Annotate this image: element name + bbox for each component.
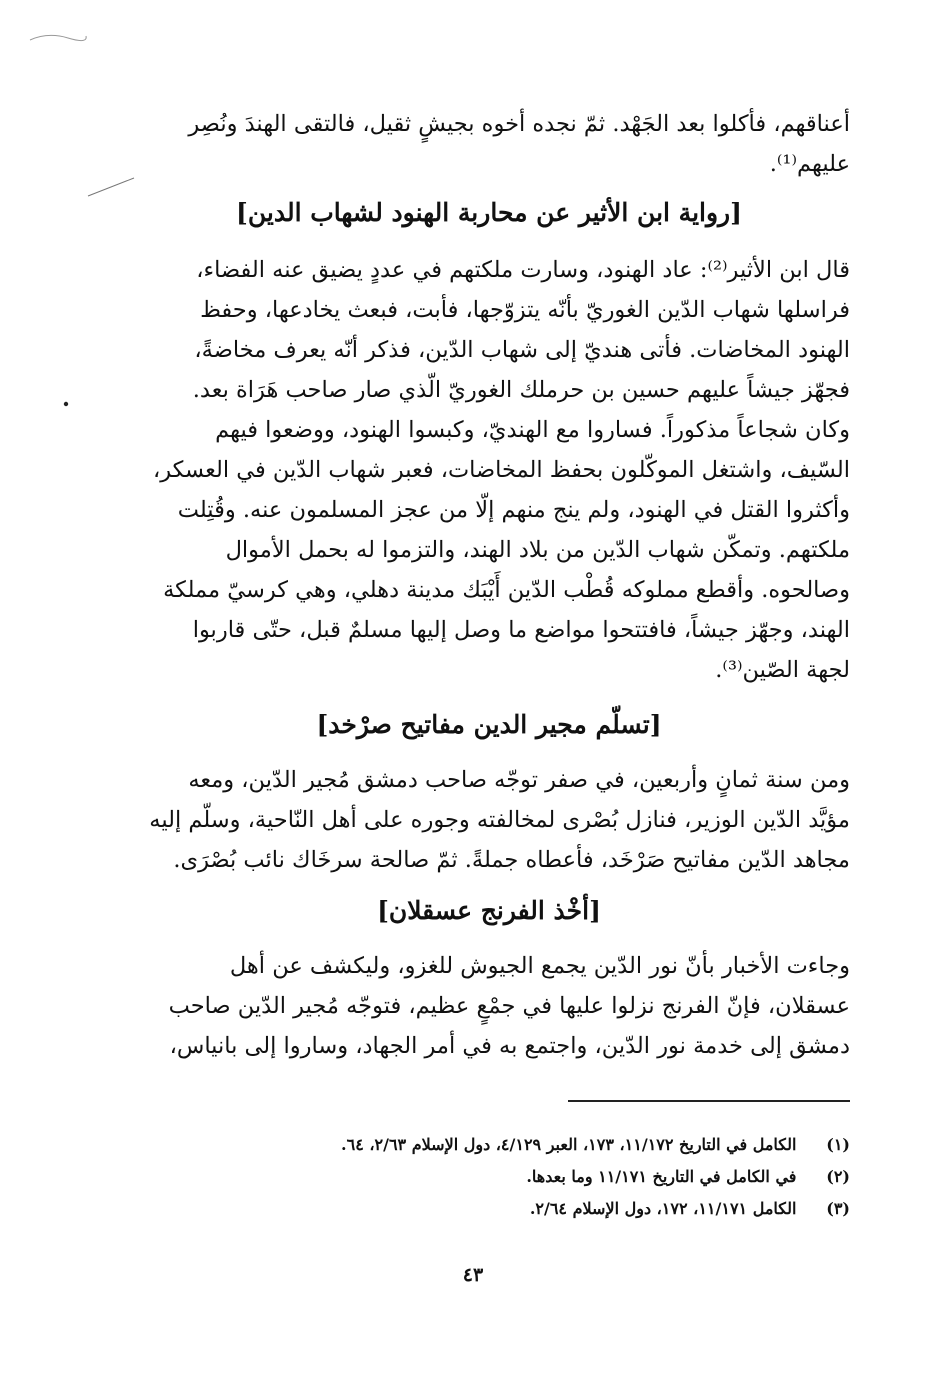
footnote-3 xyxy=(128,1194,850,1224)
section-heading-mujir-al-din: [تسلّم مجير الدين مفاتيح صرْخد] xyxy=(316,710,662,739)
text-line: الهنود المخاضات. فأتى هنديّ إلى شهاب الدّين، فذكر أنّه يعرف مخاضةً، xyxy=(194,337,850,363)
scan-artifact-dot xyxy=(62,400,70,408)
text-line: وكان شجاعاً مذكوراً. فساروا مع الهنديّ، وكبسوا الهنود، ووضعوا فيهم xyxy=(215,417,850,443)
text-line: عسقلان، فإنّ الفرنج نزلوا عليها في جمْعٍ عظيم، فتوجّه مُجير الدّين صاحب xyxy=(168,993,850,1019)
text-line: الهند، وجهّز جيشاً، فافتتحوا مواضع ما وصل إليها مسلمٌ قبل، حتّى قاربوا xyxy=(192,617,850,643)
text-line: مؤيَّد الدّين الوزير، فنازل بُصْرى لمخالفته وجوره على أهل النّاحية، وسلّم إليه xyxy=(149,807,850,833)
text-line: وصالحوه. وأقطع مملوكه قُطْب الدّين أَيْبَك مدينة دهلي، وهي كرسيّ مملكة xyxy=(163,577,850,603)
text-line: ملكتهم. وتمكّن شهاب الدّين من بلاد الهند، والتزموا له بحمل الأموال xyxy=(225,537,850,563)
footnote-text: الكامل ١١/١٧١، ١٧٢، دول الإسلام ٢/٦٤. xyxy=(529,1199,797,1218)
footnote-1 xyxy=(128,1130,850,1160)
text-line: ومن سنة ثمانٍ وأربعين، في صفر توجّه صاحب دمشق مُجير الدّين، ومعه xyxy=(188,767,850,793)
text-line: عليهم⁽¹⁾. xyxy=(769,151,850,177)
footnote-separator xyxy=(568,1100,850,1102)
text-line: فجهّز جيشاً عليهم حسين بن حرملك الغوريّ الّذي صار صاحب هَرَاة بعد. xyxy=(192,377,850,403)
footnote-2 xyxy=(128,1162,850,1192)
text-line: أعناقهم، فأكلوا بعد الجَهْد. ثمّ نجده أخوه بجيشٍ ثقيل، فالتقى الهندَ ونُصِر xyxy=(188,111,850,137)
section3-paragraph xyxy=(128,946,850,1066)
section-heading-ascalon: [أخْذ الفرنج عسقلان] xyxy=(377,896,601,925)
page-number: ٤٣ xyxy=(462,1264,484,1286)
text-line: وجاءت الأخبار بأنّ نور الدّين يجمع الجيوش للغزو، وليكشف عن أهل xyxy=(229,953,850,979)
text-line: دمشق إلى خدمة نور الدّين، واجتمع به في أمر الجهاد، وساروا إلى بانياس، xyxy=(169,1033,850,1059)
footnote-number: (٢) xyxy=(826,1167,850,1186)
text-line: لجهة الصّين⁽³⁾. xyxy=(715,657,850,683)
intro-paragraph xyxy=(128,104,850,184)
section1-paragraph xyxy=(128,250,850,690)
footnote-text: في الكامل في التاريخ ١١/١٧١ وما بعدها. xyxy=(526,1167,797,1186)
section2-paragraph xyxy=(128,760,850,880)
footnote-number: (٣) xyxy=(826,1199,850,1218)
text-line: قال ابن الأثير⁽²⁾: عاد الهنود، وسارت ملكتهم في عددٍ يضيق عنه الفضاء، xyxy=(196,257,850,283)
footnote-text: الكامل في التاريخ ١١/١٧٢، ١٧٣، العبر ٤/١٢٩، دول الإسلام ٢/٦٣، ٦٤. xyxy=(341,1135,797,1154)
scan-artifact-top-left xyxy=(28,28,88,48)
text-line: السّيف، واشتغل الموكّلون بحفظ المخاضات، فعبر شهاب الدّين في العسكر، xyxy=(152,457,850,483)
section-heading-ibn-al-athir: [رواية ابن الأثير عن محاربة الهنود لشهاب الدين] xyxy=(236,198,742,227)
text-line: فراسلها شهاب الدّين الغوريّ بأنّه يتزوّجها، فأبت، فبعث يخادعها، وحفظ xyxy=(200,297,850,323)
text-line: مجاهد الدّين مفاتيح صَرْخَد، فأعطاه جملةً. ثمّ صالحة سرخَاك نائب بُصْرَى. xyxy=(173,847,850,873)
text-line: وأكثروا القتل في الهنود، ولم ينج منهم إلّا من عجز المسلمون عنه. وقُتِلت xyxy=(177,497,850,523)
footnote-number: (١) xyxy=(826,1135,850,1154)
